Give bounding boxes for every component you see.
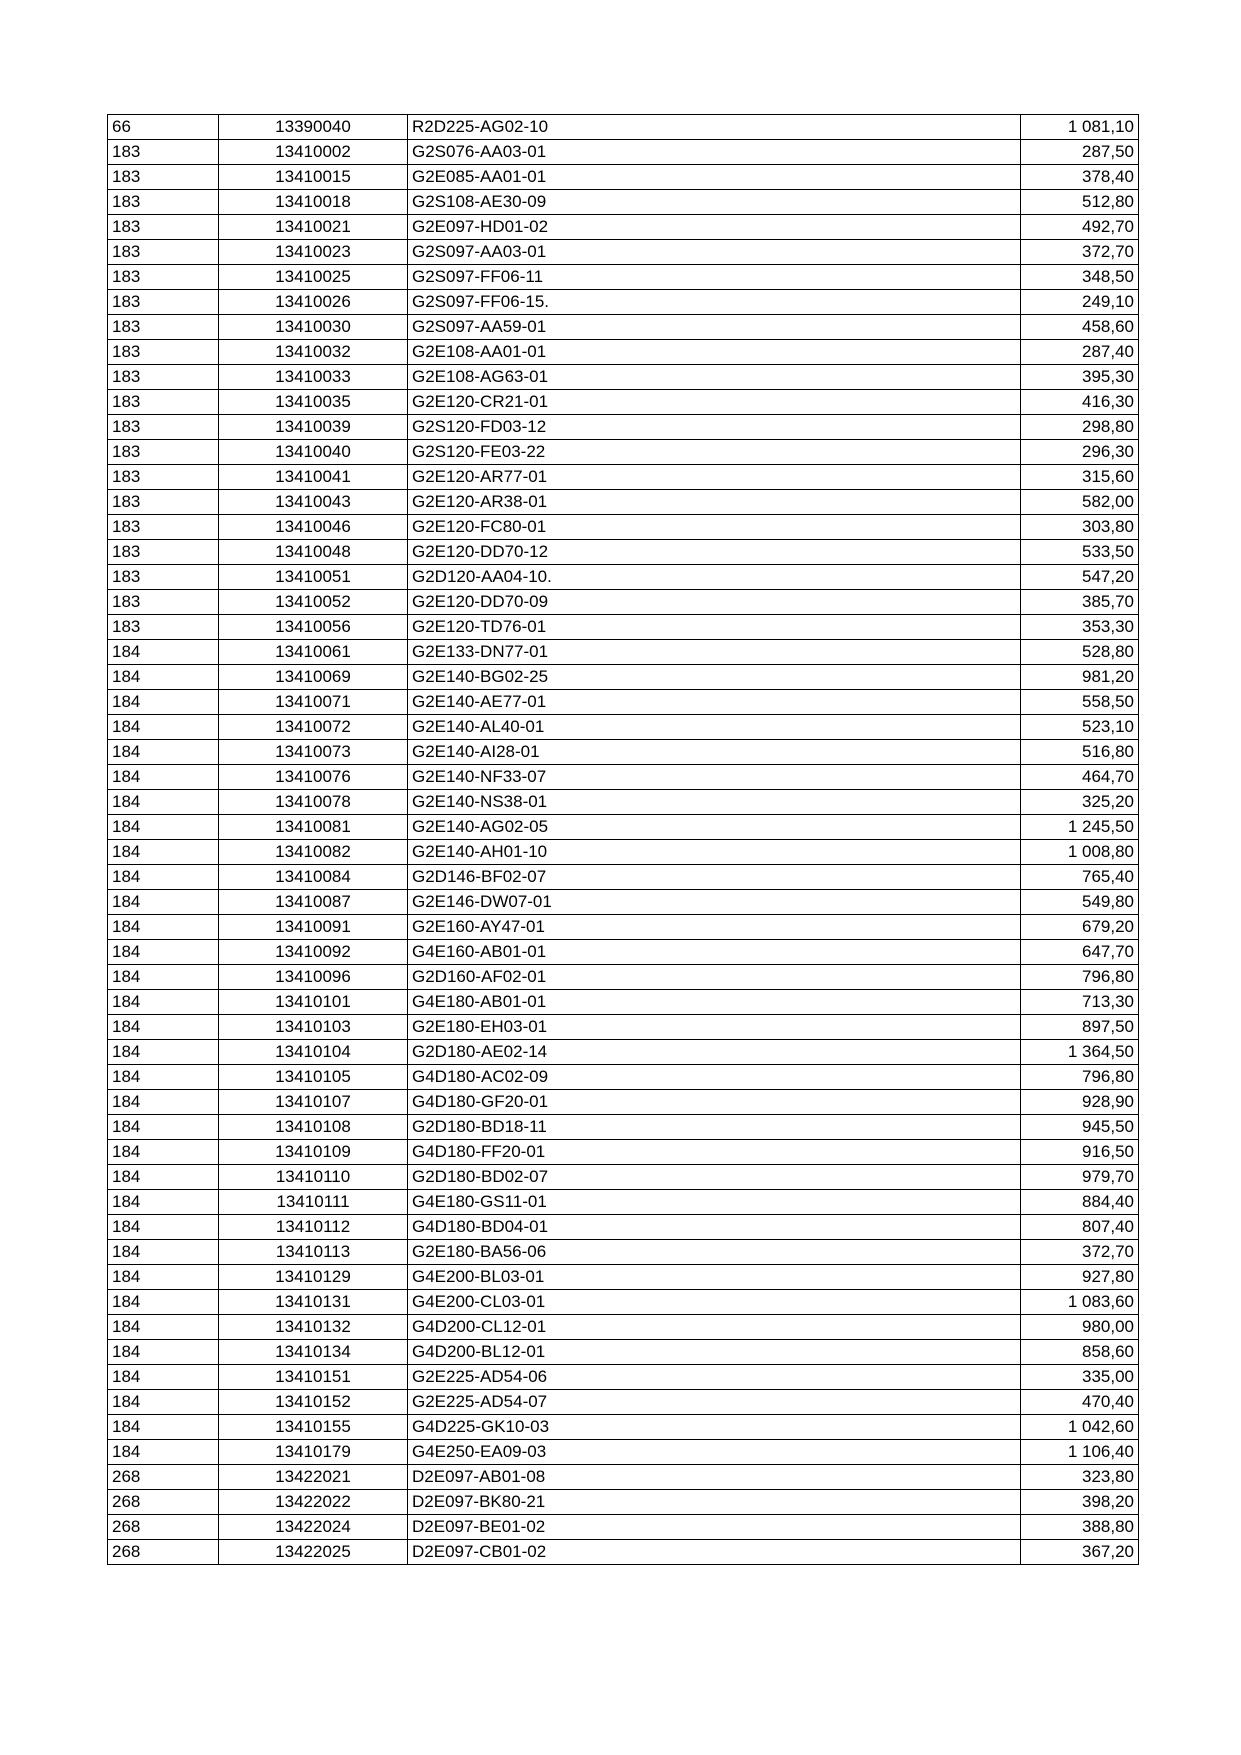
cell-reference: G2E225-AD54-06 (408, 1365, 1021, 1390)
cell-reference: G2E140-AH01-10 (408, 840, 1021, 865)
cell-code: 13410015 (219, 165, 408, 190)
cell-reference: D2E097-AB01-08 (408, 1465, 1021, 1490)
cell-price: 1 364,50 (1021, 1040, 1139, 1065)
cell-price: 549,80 (1021, 890, 1139, 915)
cell-code: 13410041 (219, 465, 408, 490)
cell-reference: G2E120-FC80-01 (408, 515, 1021, 540)
cell-code: 13410048 (219, 540, 408, 565)
table-row (108, 390, 1139, 415)
table-row (108, 190, 1139, 215)
cell-reference: G2E140-NS38-01 (408, 790, 1021, 815)
cell-price: 388,80 (1021, 1515, 1139, 1540)
cell-reference: G2E180-BA56-06 (408, 1240, 1021, 1265)
table-row (108, 1115, 1139, 1140)
cell-code: 13410035 (219, 390, 408, 415)
cell-price: 1 042,60 (1021, 1415, 1139, 1440)
table-row (108, 1040, 1139, 1065)
table-row (108, 615, 1139, 640)
cell-code: 13410131 (219, 1290, 408, 1315)
cell-reference: G2E180-EH03-01 (408, 1015, 1021, 1040)
cell-code: 13410084 (219, 865, 408, 890)
cell-group: 184 (108, 1240, 219, 1265)
cell-code: 13410101 (219, 990, 408, 1015)
cell-code: 13410110 (219, 1165, 408, 1190)
cell-price: 335,00 (1021, 1365, 1139, 1390)
cell-price: 492,70 (1021, 215, 1139, 240)
cell-group: 183 (108, 390, 219, 415)
cell-group: 184 (108, 840, 219, 865)
cell-group: 184 (108, 1265, 219, 1290)
table-row (108, 690, 1139, 715)
cell-reference: G2S097-FF06-15. (408, 290, 1021, 315)
cell-reference: G2S097-FF06-11 (408, 265, 1021, 290)
cell-price: 249,10 (1021, 290, 1139, 315)
cell-price: 928,90 (1021, 1090, 1139, 1115)
cell-price: 897,50 (1021, 1015, 1139, 1040)
cell-group: 184 (108, 715, 219, 740)
cell-price: 516,80 (1021, 740, 1139, 765)
cell-price: 287,40 (1021, 340, 1139, 365)
cell-price: 1 245,50 (1021, 815, 1139, 840)
table-row (108, 1440, 1139, 1465)
table-row (108, 1165, 1139, 1190)
cell-reference: R2D225-AG02-10 (408, 115, 1021, 140)
table-row (108, 1265, 1139, 1290)
cell-price: 647,70 (1021, 940, 1139, 965)
cell-price: 523,10 (1021, 715, 1139, 740)
table-row (108, 415, 1139, 440)
table-row (108, 890, 1139, 915)
cell-code: 13410023 (219, 240, 408, 265)
cell-code: 13410087 (219, 890, 408, 915)
table-row (108, 490, 1139, 515)
cell-reference: G2D120-AA04-10. (408, 565, 1021, 590)
cell-reference: G4E200-CL03-01 (408, 1290, 1021, 1315)
cell-code: 13410026 (219, 290, 408, 315)
cell-group: 66 (108, 115, 219, 140)
cell-reference: G2E120-TD76-01 (408, 615, 1021, 640)
cell-price: 1 008,80 (1021, 840, 1139, 865)
cell-price: 927,80 (1021, 1265, 1139, 1290)
cell-group: 183 (108, 415, 219, 440)
cell-code: 13422025 (219, 1540, 408, 1565)
cell-code: 13390040 (219, 115, 408, 140)
table-row (108, 1065, 1139, 1090)
table-row (108, 1140, 1139, 1165)
cell-code: 13410061 (219, 640, 408, 665)
table-row (108, 1540, 1139, 1565)
table-row (108, 340, 1139, 365)
cell-group: 268 (108, 1465, 219, 1490)
cell-price: 796,80 (1021, 965, 1139, 990)
cell-group: 183 (108, 265, 219, 290)
cell-reference: G4E200-BL03-01 (408, 1265, 1021, 1290)
cell-reference: G2E085-AA01-01 (408, 165, 1021, 190)
table-row (108, 315, 1139, 340)
table-row (108, 1515, 1139, 1540)
cell-code: 13410096 (219, 965, 408, 990)
cell-reference: G2D146-BF02-07 (408, 865, 1021, 890)
cell-reference: G4E250-EA09-03 (408, 1440, 1021, 1465)
cell-code: 13410046 (219, 515, 408, 540)
cell-group: 183 (108, 515, 219, 540)
cell-group: 184 (108, 665, 219, 690)
cell-group: 184 (108, 1415, 219, 1440)
cell-code: 13410105 (219, 1065, 408, 1090)
table-row (108, 1290, 1139, 1315)
table-row (108, 565, 1139, 590)
cell-group: 184 (108, 1440, 219, 1465)
cell-reference: G2E140-AI28-01 (408, 740, 1021, 765)
table-row (108, 440, 1139, 465)
cell-code: 13410025 (219, 265, 408, 290)
cell-group: 184 (108, 915, 219, 940)
table-row (108, 940, 1139, 965)
cell-price: 325,20 (1021, 790, 1139, 815)
table-row (108, 265, 1139, 290)
cell-reference: D2E097-CB01-02 (408, 1540, 1021, 1565)
cell-group: 184 (108, 1140, 219, 1165)
table-row (108, 1015, 1139, 1040)
cell-code: 13410032 (219, 340, 408, 365)
cell-group: 184 (108, 890, 219, 915)
cell-price: 858,60 (1021, 1340, 1139, 1365)
cell-code: 13410082 (219, 840, 408, 865)
cell-group: 183 (108, 165, 219, 190)
cell-reference: G4D180-BD04-01 (408, 1215, 1021, 1240)
cell-code: 13410151 (219, 1365, 408, 1390)
table-row (108, 115, 1139, 140)
cell-price: 348,50 (1021, 265, 1139, 290)
cell-code: 13410076 (219, 765, 408, 790)
cell-code: 13410072 (219, 715, 408, 740)
cell-code: 13410104 (219, 1040, 408, 1065)
cell-code: 13410134 (219, 1340, 408, 1365)
cell-reference: G2E160-AY47-01 (408, 915, 1021, 940)
cell-price: 470,40 (1021, 1390, 1139, 1415)
table-row (108, 815, 1139, 840)
cell-group: 183 (108, 190, 219, 215)
cell-price: 945,50 (1021, 1115, 1139, 1140)
cell-reference: G4D180-GF20-01 (408, 1090, 1021, 1115)
cell-code: 13410179 (219, 1440, 408, 1465)
cell-price: 353,30 (1021, 615, 1139, 640)
cell-price: 315,60 (1021, 465, 1139, 490)
cell-group: 184 (108, 1290, 219, 1315)
cell-reference: G2E140-AL40-01 (408, 715, 1021, 740)
cell-reference: G4D200-BL12-01 (408, 1340, 1021, 1365)
cell-price: 367,20 (1021, 1540, 1139, 1565)
cell-group: 184 (108, 1065, 219, 1090)
cell-price: 807,40 (1021, 1215, 1139, 1240)
cell-group: 183 (108, 315, 219, 340)
cell-group: 184 (108, 940, 219, 965)
cell-group: 183 (108, 590, 219, 615)
cell-reference: G2E140-BG02-25 (408, 665, 1021, 690)
cell-group: 183 (108, 565, 219, 590)
cell-reference: G2E146-DW07-01 (408, 890, 1021, 915)
table-row (108, 365, 1139, 390)
cell-price: 981,20 (1021, 665, 1139, 690)
table-row (108, 740, 1139, 765)
cell-price: 528,80 (1021, 640, 1139, 665)
cell-code: 13410056 (219, 615, 408, 640)
cell-reference: G2E120-AR77-01 (408, 465, 1021, 490)
cell-code: 13410092 (219, 940, 408, 965)
cell-reference: G4E160-AB01-01 (408, 940, 1021, 965)
cell-reference: G2S108-AE30-09 (408, 190, 1021, 215)
cell-group: 183 (108, 240, 219, 265)
cell-code: 13410039 (219, 415, 408, 440)
cell-reference: G2E120-CR21-01 (408, 390, 1021, 415)
table-row (108, 290, 1139, 315)
cell-reference: G2S120-FD03-12 (408, 415, 1021, 440)
table-row (108, 790, 1139, 815)
cell-code: 13422022 (219, 1490, 408, 1515)
cell-reference: G2E120-DD70-09 (408, 590, 1021, 615)
cell-price: 1 106,40 (1021, 1440, 1139, 1465)
cell-reference: G2S097-AA59-01 (408, 315, 1021, 340)
cell-price: 512,80 (1021, 190, 1139, 215)
cell-code: 13422024 (219, 1515, 408, 1540)
cell-price: 765,40 (1021, 865, 1139, 890)
cell-group: 183 (108, 340, 219, 365)
table-row (108, 715, 1139, 740)
cell-group: 183 (108, 440, 219, 465)
cell-code: 13410112 (219, 1215, 408, 1240)
cell-reference: G2E133-DN77-01 (408, 640, 1021, 665)
table-row (108, 515, 1139, 540)
cell-price: 385,70 (1021, 590, 1139, 615)
table-row (108, 1490, 1139, 1515)
cell-code: 13410129 (219, 1265, 408, 1290)
cell-reference: G2S097-AA03-01 (408, 240, 1021, 265)
table-row (108, 1465, 1139, 1490)
cell-group: 184 (108, 1190, 219, 1215)
cell-price: 323,80 (1021, 1465, 1139, 1490)
cell-reference: G2D180-BD02-07 (408, 1165, 1021, 1190)
cell-price: 1 081,10 (1021, 115, 1139, 140)
cell-reference: G2E108-AA01-01 (408, 340, 1021, 365)
cell-price: 582,00 (1021, 490, 1139, 515)
table-row (108, 1340, 1139, 1365)
table-row (108, 165, 1139, 190)
cell-reference: G2D180-BD18-11 (408, 1115, 1021, 1140)
cell-code: 13410108 (219, 1115, 408, 1140)
cell-code: 13422021 (219, 1465, 408, 1490)
cell-price: 713,30 (1021, 990, 1139, 1015)
cell-code: 13410113 (219, 1240, 408, 1265)
cell-price: 558,50 (1021, 690, 1139, 715)
cell-price: 916,50 (1021, 1140, 1139, 1165)
cell-code: 13410051 (219, 565, 408, 590)
cell-group: 184 (108, 690, 219, 715)
cell-group: 184 (108, 1115, 219, 1140)
cell-reference: G2E225-AD54-07 (408, 1390, 1021, 1415)
cell-price: 533,50 (1021, 540, 1139, 565)
cell-code: 13410152 (219, 1390, 408, 1415)
table-row (108, 240, 1139, 265)
cell-group: 184 (108, 1390, 219, 1415)
cell-reference: D2E097-BE01-02 (408, 1515, 1021, 1540)
table-row (108, 140, 1139, 165)
cell-group: 183 (108, 365, 219, 390)
cell-price: 547,20 (1021, 565, 1139, 590)
table-row (108, 1090, 1139, 1115)
table-row (108, 665, 1139, 690)
table-row (108, 840, 1139, 865)
cell-group: 184 (108, 1015, 219, 1040)
cell-code: 13410155 (219, 1415, 408, 1440)
cell-reference: G4E180-AB01-01 (408, 990, 1021, 1015)
table-row (108, 640, 1139, 665)
cell-price: 287,50 (1021, 140, 1139, 165)
table-row (108, 1365, 1139, 1390)
cell-price: 1 083,60 (1021, 1290, 1139, 1315)
cell-group: 184 (108, 640, 219, 665)
cell-code: 13410073 (219, 740, 408, 765)
table-row (108, 915, 1139, 940)
cell-price: 979,70 (1021, 1165, 1139, 1190)
cell-group: 268 (108, 1515, 219, 1540)
cell-price: 464,70 (1021, 765, 1139, 790)
cell-group: 184 (108, 990, 219, 1015)
cell-reference: G2D180-AE02-14 (408, 1040, 1021, 1065)
cell-reference: G2E140-AG02-05 (408, 815, 1021, 840)
cell-group: 183 (108, 140, 219, 165)
cell-code: 13410002 (219, 140, 408, 165)
cell-price: 796,80 (1021, 1065, 1139, 1090)
table-row (108, 965, 1139, 990)
cell-reference: G2D160-AF02-01 (408, 965, 1021, 990)
table-row (108, 465, 1139, 490)
cell-code: 13410081 (219, 815, 408, 840)
cell-group: 184 (108, 815, 219, 840)
cell-group: 268 (108, 1490, 219, 1515)
table-row (108, 540, 1139, 565)
cell-group: 184 (108, 1040, 219, 1065)
cell-group: 184 (108, 865, 219, 890)
cell-code: 13410018 (219, 190, 408, 215)
cell-group: 183 (108, 215, 219, 240)
cell-group: 184 (108, 765, 219, 790)
cell-code: 13410043 (219, 490, 408, 515)
cell-group: 184 (108, 1165, 219, 1190)
cell-group: 183 (108, 615, 219, 640)
cell-price: 416,30 (1021, 390, 1139, 415)
cell-code: 13410040 (219, 440, 408, 465)
cell-code: 13410030 (219, 315, 408, 340)
table-body (108, 115, 1139, 1565)
cell-group: 184 (108, 740, 219, 765)
table-row (108, 990, 1139, 1015)
table-row (108, 1390, 1139, 1415)
cell-reference: G2E140-AE77-01 (408, 690, 1021, 715)
table-row (108, 215, 1139, 240)
cell-reference: G4E180-GS11-01 (408, 1190, 1021, 1215)
cell-reference: G4D180-AC02-09 (408, 1065, 1021, 1090)
cell-code: 13410069 (219, 665, 408, 690)
cell-group: 183 (108, 290, 219, 315)
cell-group: 184 (108, 1090, 219, 1115)
cell-reference: G2E120-DD70-12 (408, 540, 1021, 565)
cell-price: 372,70 (1021, 1240, 1139, 1265)
cell-group: 183 (108, 465, 219, 490)
cell-price: 378,40 (1021, 165, 1139, 190)
cell-code: 13410071 (219, 690, 408, 715)
cell-price: 980,00 (1021, 1315, 1139, 1340)
table-row (108, 1190, 1139, 1215)
cell-group: 184 (108, 1365, 219, 1390)
cell-price: 372,70 (1021, 240, 1139, 265)
cell-price: 398,20 (1021, 1490, 1139, 1515)
cell-code: 13410078 (219, 790, 408, 815)
price-table (107, 114, 1139, 1565)
cell-group: 184 (108, 1215, 219, 1240)
cell-reference: G2S120-FE03-22 (408, 440, 1021, 465)
cell-code: 13410091 (219, 915, 408, 940)
table-row (108, 1215, 1139, 1240)
cell-group: 184 (108, 1340, 219, 1365)
cell-group: 184 (108, 1315, 219, 1340)
table-row (108, 1415, 1139, 1440)
table-row (108, 590, 1139, 615)
cell-reference: G2E097-HD01-02 (408, 215, 1021, 240)
cell-code: 13410033 (219, 365, 408, 390)
cell-price: 303,80 (1021, 515, 1139, 540)
table-row (108, 1315, 1139, 1340)
cell-code: 13410109 (219, 1140, 408, 1165)
cell-group: 183 (108, 540, 219, 565)
cell-price: 679,20 (1021, 915, 1139, 940)
cell-reference: G2E120-AR38-01 (408, 490, 1021, 515)
cell-price: 298,80 (1021, 415, 1139, 440)
cell-code: 13410111 (219, 1190, 408, 1215)
cell-code: 13410021 (219, 215, 408, 240)
cell-price: 458,60 (1021, 315, 1139, 340)
cell-code: 13410103 (219, 1015, 408, 1040)
table-row (108, 765, 1139, 790)
cell-code: 13410052 (219, 590, 408, 615)
cell-group: 184 (108, 790, 219, 815)
cell-reference: G4D180-FF20-01 (408, 1140, 1021, 1165)
cell-reference: G4D200-CL12-01 (408, 1315, 1021, 1340)
cell-price: 296,30 (1021, 440, 1139, 465)
cell-reference: G4D225-GK10-03 (408, 1415, 1021, 1440)
cell-group: 268 (108, 1540, 219, 1565)
cell-reference: D2E097-BK80-21 (408, 1490, 1021, 1515)
cell-code: 13410132 (219, 1315, 408, 1340)
cell-price: 395,30 (1021, 365, 1139, 390)
table-row (108, 865, 1139, 890)
cell-price: 884,40 (1021, 1190, 1139, 1215)
cell-reference: G2S076-AA03-01 (408, 140, 1021, 165)
table-row (108, 1240, 1139, 1265)
cell-reference: G2E140-NF33-07 (408, 765, 1021, 790)
cell-group: 184 (108, 965, 219, 990)
cell-code: 13410107 (219, 1090, 408, 1115)
cell-reference: G2E108-AG63-01 (408, 365, 1021, 390)
cell-group: 183 (108, 490, 219, 515)
